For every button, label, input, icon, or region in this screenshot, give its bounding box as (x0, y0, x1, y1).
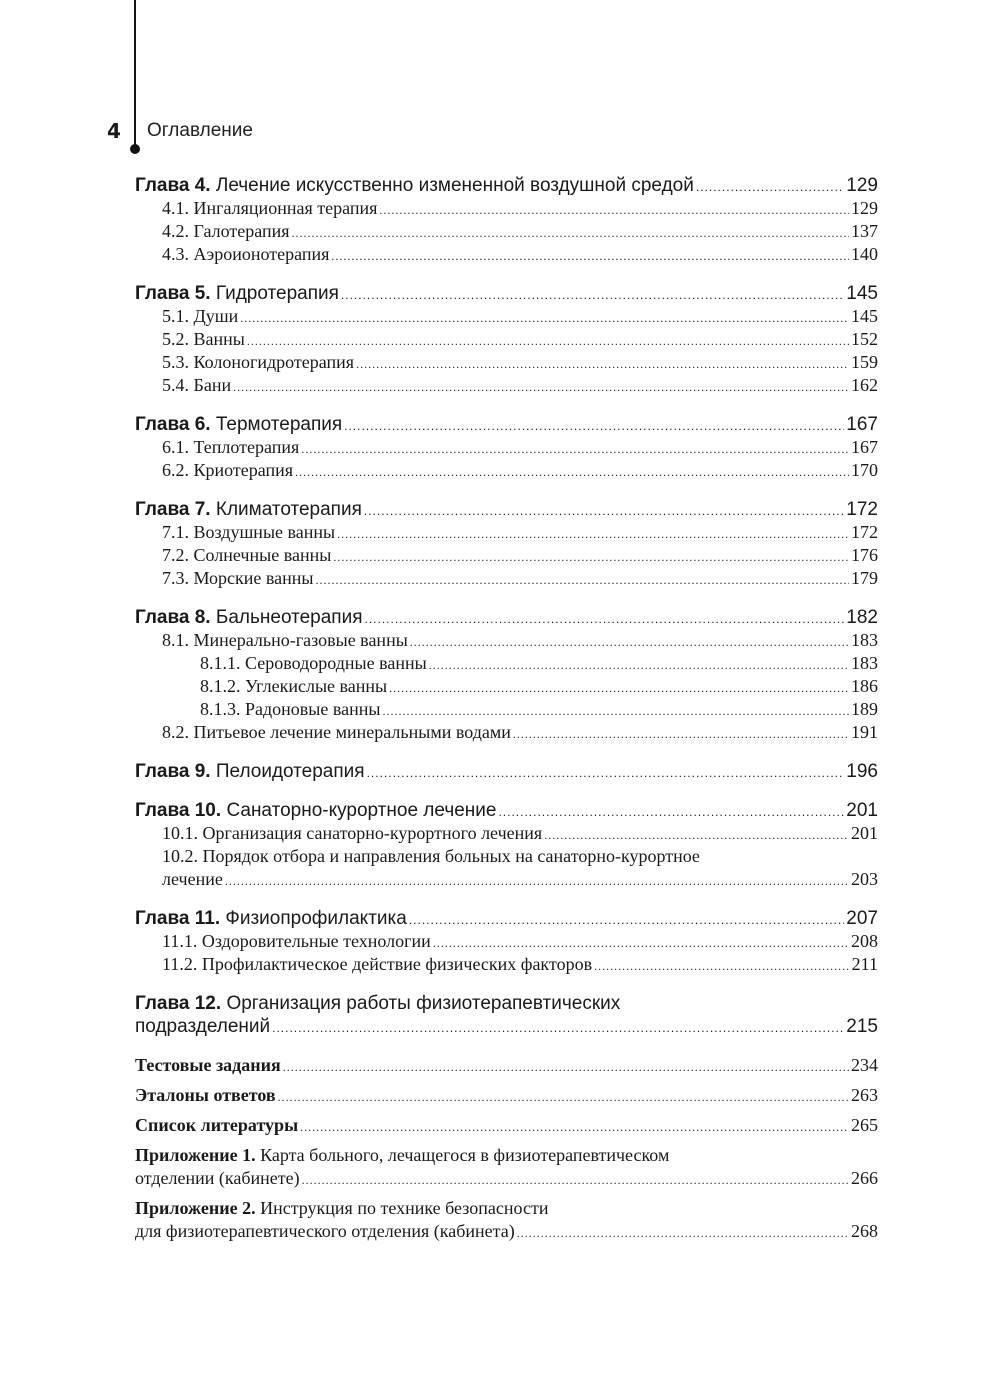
toc-page-number: 137 (851, 221, 878, 241)
toc-subentry[interactable] (135, 699, 878, 722)
toc-entry-line (135, 993, 878, 1016)
toc-entry-line (135, 676, 878, 699)
toc-entry-line-continued (135, 1221, 878, 1244)
toc-subentry[interactable] (135, 437, 878, 460)
toc-entry-line (135, 1198, 878, 1221)
toc-entry-text: Инструкция по технике безопасности (260, 1198, 549, 1218)
toc-entry-line (135, 846, 878, 869)
toc-entry-text: Гидротерапия (215, 283, 339, 304)
toc-entry-title (162, 198, 377, 219)
toc-subentry[interactable] (135, 823, 878, 846)
toc-entry[interactable] (135, 1085, 878, 1108)
toc-page-number: 268 (851, 1221, 878, 1241)
dot-leader (433, 936, 849, 951)
toc-entry-text-continued: отделении (кабинете) (135, 1168, 300, 1188)
toc-page-number: 211 (851, 954, 878, 974)
toc-entry-line (135, 329, 878, 352)
toc-entry-label: Глава 11. (135, 908, 221, 929)
toc-page-number: 179 (851, 568, 878, 588)
toc-entry-line (135, 545, 878, 568)
dot-leader (594, 959, 850, 974)
toc-entry-line (135, 1055, 878, 1078)
toc-page-number: 145 (851, 306, 878, 326)
toc-entry-label: Глава 6. (135, 414, 211, 435)
toc-chapter-group (135, 800, 878, 892)
toc-entry[interactable] (135, 761, 878, 784)
toc-page-number: 266 (851, 1168, 878, 1188)
toc-entry-title (135, 1115, 298, 1136)
toc-entry-text: Санаторно-курортное лечение (226, 800, 497, 821)
dot-leader (379, 203, 849, 218)
toc-entry-title (162, 437, 299, 458)
toc-entry-title (135, 1198, 548, 1219)
toc-page-number: 191 (851, 722, 878, 742)
toc-entry-line (135, 931, 878, 954)
toc-entry-title (162, 221, 290, 242)
toc-entry-text: 7.3. Морские ванны (162, 568, 314, 588)
toc-page-number: 140 (851, 244, 878, 264)
toc-subentry[interactable] (135, 846, 878, 892)
toc-entry-text-continued: лечение (162, 869, 223, 889)
toc-entry-text: Термотерапия (215, 414, 343, 435)
toc-entry[interactable] (135, 1198, 878, 1244)
toc-page-number: 183 (851, 630, 878, 650)
toc-subentry[interactable] (135, 722, 878, 745)
toc-entry-text: 5.3. Колоногидротерапия (162, 352, 355, 372)
toc-page-number: 234 (851, 1055, 878, 1075)
dot-leader (278, 1090, 849, 1105)
toc-entry-line (135, 800, 878, 823)
toc-entry-text: 8.1.1. Сероводородные ванны (200, 653, 427, 673)
toc-entry-text: 6.1. Теплотерапия (162, 437, 300, 457)
dot-leader (272, 1021, 844, 1035)
toc-entry-title (200, 699, 380, 720)
dot-leader (696, 180, 844, 194)
toc-entry-title (135, 800, 496, 822)
toc-entry-line (135, 1085, 878, 1108)
toc-page-number: 129 (846, 175, 878, 196)
toc-entry-text: 7.2. Солнечные ванны (162, 545, 332, 565)
toc-subentry[interactable] (135, 306, 878, 329)
toc-entry-label: Глава 5. (135, 283, 211, 304)
toc-entry-label: Глава 4. (135, 175, 211, 196)
toc-subentry[interactable] (135, 676, 878, 699)
dot-leader (302, 1173, 849, 1188)
toc-entry-title (162, 568, 314, 589)
toc-entry-line (135, 761, 878, 784)
toc-page-number: 265 (851, 1115, 878, 1135)
toc-page-number: 152 (851, 329, 878, 349)
toc-entry-text: 4.2. Галотерапия (162, 221, 290, 241)
toc-entry[interactable] (135, 283, 878, 306)
dot-leader (240, 311, 849, 326)
toc-entry-title (162, 306, 238, 327)
dot-leader (367, 766, 845, 780)
toc-entry-title (162, 846, 700, 867)
toc-subentry[interactable] (135, 244, 878, 267)
toc-entry-line (135, 375, 878, 398)
dot-leader (316, 573, 849, 588)
toc-entry-title (162, 823, 542, 844)
toc-entry-text: Пелоидотерапия (215, 761, 365, 782)
toc-page-number: 172 (846, 499, 878, 520)
toc-backmatter-group (135, 1145, 878, 1191)
toc-entry-line (135, 306, 878, 329)
toc-chapter-group (135, 908, 878, 977)
toc-entry[interactable] (135, 908, 878, 931)
toc-entry-title (162, 460, 293, 481)
toc-subentry[interactable] (135, 329, 878, 352)
toc-subentry[interactable] (135, 931, 878, 954)
toc-page-number: 129 (851, 198, 878, 218)
toc-page-number: 186 (851, 676, 878, 696)
dot-leader (337, 527, 849, 542)
dot-leader (365, 612, 845, 626)
toc-entry-text: 11.2. Профилактическое действие физических факторов (162, 954, 593, 974)
toc-entry-text: 8.2. Питьевое лечение минеральными водами (162, 722, 511, 742)
toc-page-number: 167 (846, 414, 878, 435)
toc-backmatter-group (135, 1198, 878, 1244)
toc-subentry[interactable] (135, 375, 878, 398)
toc-page-number: 196 (846, 761, 878, 782)
dot-leader (498, 805, 844, 819)
page-number: 4 (107, 119, 121, 143)
toc-entry-text: 8.1.3. Радоновые ванны (200, 699, 381, 719)
toc-subentry[interactable] (135, 568, 878, 591)
toc-chapter-group (135, 761, 878, 784)
toc-entry-line (135, 607, 878, 630)
toc-entry-line (135, 699, 878, 722)
toc-subentry[interactable] (135, 352, 878, 375)
toc-page-number: 183 (851, 653, 878, 673)
toc-chapter-group (135, 607, 878, 745)
toc-page-number: 201 (851, 823, 878, 843)
toc-entry-text: 11.1. Оздоровительные технологии (162, 931, 431, 951)
toc-page-number: 203 (851, 869, 878, 889)
toc-entry-title (200, 676, 387, 697)
toc-entry-label: Глава 10. (135, 800, 222, 821)
toc-backmatter-group (135, 1055, 878, 1078)
toc-chapter-group (135, 993, 878, 1039)
toc-page-number: 189 (851, 699, 878, 719)
dot-leader (233, 380, 849, 395)
toc-entry-label: Глава 8. (135, 607, 211, 628)
dot-leader (333, 550, 849, 565)
dot-leader (344, 419, 844, 433)
toc-entry-title (135, 175, 694, 197)
toc-backmatter-group (135, 1115, 878, 1138)
toc-entry-title (200, 653, 427, 674)
dot-leader (382, 704, 849, 719)
dot-leader (544, 828, 849, 843)
toc-subentry[interactable] (135, 460, 878, 483)
toc-entry[interactable] (135, 414, 878, 437)
dot-leader (513, 727, 849, 742)
toc-entry-label: Глава 12. (135, 993, 222, 1014)
toc-entry-text: 7.1. Воздушные ванны (162, 522, 336, 542)
dot-leader (409, 913, 844, 927)
toc-page-number: 201 (846, 800, 878, 821)
toc-entry-text: 8.1.2. Углекислые ванны (200, 676, 388, 696)
toc-subentry[interactable] (135, 954, 878, 977)
toc-entry-label: Эталоны ответов (135, 1085, 276, 1105)
toc-entry-title (135, 993, 620, 1015)
toc-entry-line (135, 954, 878, 977)
toc-entry-line (135, 568, 878, 591)
running-title: Оглавление (147, 120, 253, 141)
toc-entry-title (135, 1055, 281, 1076)
dot-leader (364, 504, 844, 518)
toc-subentry[interactable] (135, 545, 878, 568)
toc-entry-text: Карта больного, лечащегося в физиотерапевтическом (260, 1145, 670, 1165)
toc-entry-title (162, 630, 408, 651)
toc-entry[interactable] (135, 607, 878, 630)
toc-entry-label: Глава 9. (135, 761, 211, 782)
toc-subentry[interactable] (135, 198, 878, 221)
toc-entry-text: Климатотерапия (215, 499, 362, 520)
toc-entry-text: Организация работы физиотерапевтических (226, 993, 621, 1014)
toc-entry-line-continued (135, 869, 878, 892)
toc-entry-text: 4.1. Ингаляционная терапия (162, 198, 378, 218)
toc-entry-text-continued: для физиотерапевтического отделения (кабинета) (135, 1221, 515, 1241)
toc-page-number: 182 (846, 607, 878, 628)
toc-entry-label: Список литературы (135, 1115, 299, 1135)
toc-entry-text: 5.4. Бани (162, 375, 232, 395)
toc-entry-title (162, 545, 331, 566)
toc-chapter-group (135, 499, 878, 591)
toc-entry-title (135, 607, 363, 629)
dot-leader (429, 658, 849, 673)
toc-chapter-group (135, 414, 878, 483)
toc-entry-title (135, 283, 339, 305)
dot-leader (356, 357, 849, 372)
toc-entry-line (135, 414, 878, 437)
toc-entry-text: Лечение искусственно измененной воздушной средой (215, 175, 694, 196)
toc-entry-line (135, 1115, 878, 1138)
toc-entry-line (135, 823, 878, 846)
toc-page-number: 208 (851, 931, 878, 951)
dot-leader (247, 334, 849, 349)
dot-leader (341, 288, 844, 302)
toc-entry-title (162, 722, 511, 743)
toc-entry-label: Приложение 1. (135, 1145, 256, 1165)
toc-page-number: 215 (846, 1016, 878, 1037)
toc-subentry[interactable] (135, 630, 878, 653)
toc-entry-line (135, 630, 878, 653)
toc-entry-title (162, 522, 335, 543)
toc-entry-label: Приложение 2. (135, 1198, 256, 1218)
toc-entry-line-continued (135, 1016, 878, 1039)
toc-page-number: 167 (851, 437, 878, 457)
dot-leader (331, 249, 849, 264)
table-of-contents (135, 175, 878, 1251)
toc-page-number: 207 (846, 908, 878, 929)
toc-chapter-group (135, 175, 878, 267)
toc-entry-text: Физиопрофилактика (225, 908, 407, 929)
toc-page-number: 162 (851, 375, 878, 395)
toc-entry-title (135, 908, 407, 930)
margin-rule-dot (130, 144, 140, 154)
toc-entry-title (162, 329, 245, 350)
toc-subentry[interactable] (135, 221, 878, 244)
toc-entry[interactable] (135, 993, 878, 1039)
toc-page-number: 145 (846, 283, 878, 304)
toc-entry-title (162, 954, 592, 975)
toc-chapter-group (135, 283, 878, 398)
toc-entry-title (162, 352, 354, 373)
margin-rule (134, 0, 136, 150)
dot-leader (292, 226, 849, 241)
toc-entry-line (135, 437, 878, 460)
toc-entry-text: 5.1. Души (162, 306, 239, 326)
toc-entry-title (135, 761, 365, 783)
toc-entry-line (135, 522, 878, 545)
toc-entry[interactable] (135, 499, 878, 522)
toc-entry-line (135, 460, 878, 483)
toc-entry-title (135, 414, 342, 436)
toc-entry-line (135, 653, 878, 676)
toc-page-number: 176 (851, 545, 878, 565)
toc-entry-label: Глава 7. (135, 499, 211, 520)
toc-entry-title (135, 1085, 276, 1106)
toc-entry-title (162, 375, 231, 396)
toc-entry-text: 8.1. Минерально-газовые ванны (162, 630, 408, 650)
toc-entry-text: 5.2. Ванны (162, 329, 245, 349)
toc-entry-line (135, 499, 878, 522)
toc-entry-line (135, 175, 878, 198)
toc-entry-line (135, 1145, 878, 1168)
toc-entry-text: 6.2. Криотерапия (162, 460, 294, 480)
toc-entry[interactable] (135, 1115, 878, 1138)
toc-page-number: 263 (851, 1085, 878, 1105)
toc-entry-title (135, 1145, 669, 1166)
toc-backmatter-group (135, 1085, 878, 1108)
toc-entry-text: 4.3. Аэроионотерапия (162, 244, 330, 264)
toc-entry-line (135, 722, 878, 745)
toc-entry-text-continued: подразделений (135, 1016, 271, 1037)
dot-leader (301, 442, 849, 457)
toc-entry-line (135, 244, 878, 267)
toc-entry-text: 10.2. Порядок отбора и направления больных на санаторно-курортное (162, 846, 700, 866)
dot-leader (225, 874, 849, 889)
toc-entry-line (135, 352, 878, 375)
dot-leader (410, 635, 849, 650)
toc-entry-line (135, 908, 878, 931)
toc-subentry[interactable] (135, 522, 878, 545)
toc-page-number: 159 (851, 352, 878, 372)
toc-entry[interactable] (135, 800, 878, 823)
toc-entry-line-continued (135, 1168, 878, 1191)
toc-entry-text: Бальнеотерапия (215, 607, 363, 628)
toc-entry-line (135, 198, 878, 221)
toc-page-number: 172 (851, 522, 878, 542)
toc-entry-line (135, 283, 878, 306)
toc-entry-title (162, 931, 431, 952)
dot-leader (283, 1060, 849, 1075)
toc-entry-text: 10.1. Организация санаторно-курортного лечения (162, 823, 543, 843)
dot-leader (389, 681, 849, 696)
toc-entry-label: Тестовые задания (135, 1055, 281, 1075)
dot-leader (295, 465, 849, 480)
toc-entry-title (162, 244, 329, 265)
toc-entry[interactable] (135, 175, 878, 198)
dot-leader (517, 1226, 849, 1241)
toc-entry[interactable] (135, 1145, 878, 1191)
toc-subentry[interactable] (135, 653, 878, 676)
toc-entry-title (135, 499, 362, 521)
toc-page-number: 170 (851, 460, 878, 480)
toc-entry[interactable] (135, 1055, 878, 1078)
dot-leader (300, 1120, 849, 1135)
toc-entry-line (135, 221, 878, 244)
